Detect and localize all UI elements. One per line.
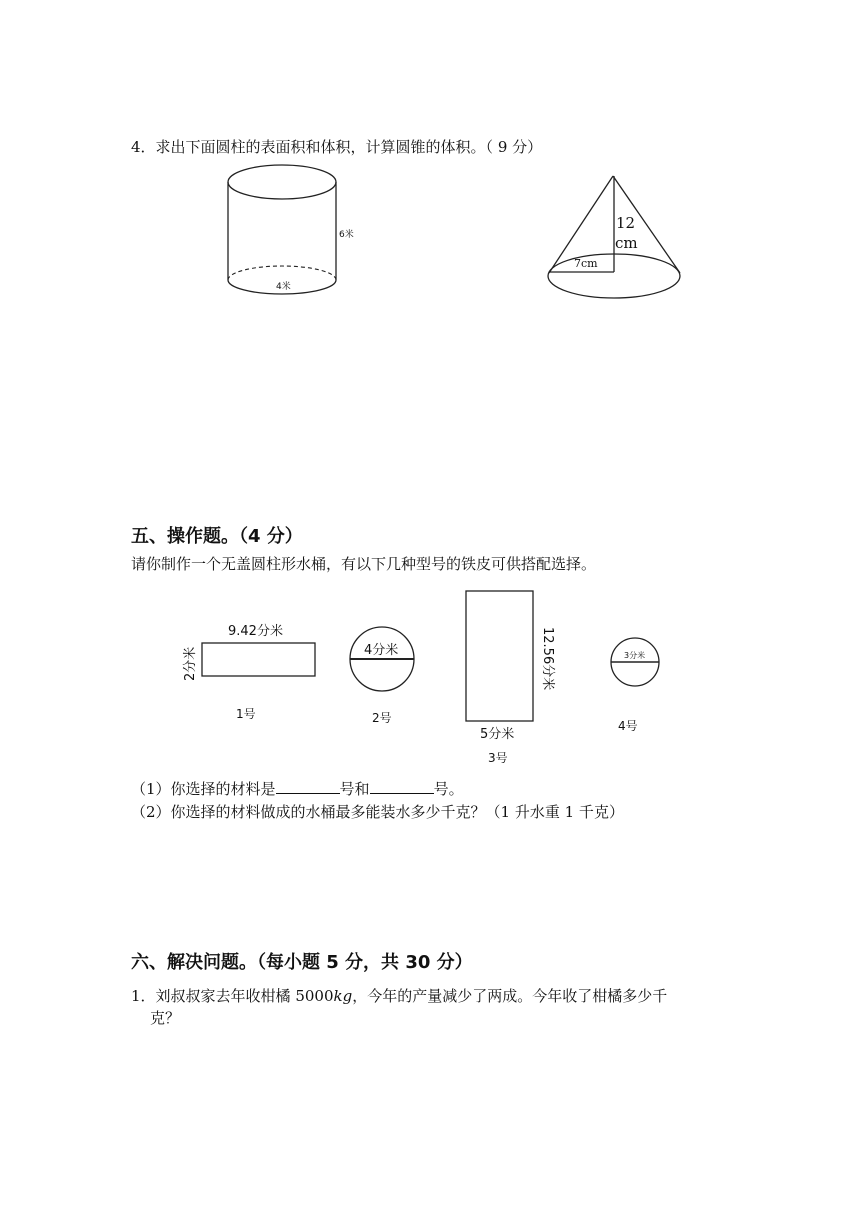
q1-part-3: 号。: [433, 780, 464, 798]
answer-blank-1[interactable]: [276, 779, 340, 794]
section-6-question-1-line-1: [131, 986, 667, 1006]
cone-radius-label: 7cm: [574, 257, 598, 270]
piece-1-number: 1号: [236, 707, 256, 721]
q1-part-2: 号和: [339, 780, 370, 798]
cylinder-diameter-label: 4米: [276, 282, 291, 292]
materials-figure: [170, 585, 700, 770]
section-5-question-2: （2）你选择的材料做成的水桶最多能装水多少千克？（1 升水重 1 千克）: [131, 803, 624, 821]
q1-text-pre: 1．刘叔叔家去年收柑橘 5000: [131, 987, 334, 1005]
section-6-question-1-line-2: 克？: [150, 1009, 181, 1027]
piece-1-top-label: 9.42分米: [228, 624, 283, 639]
cylinder-top-ellipse: [228, 165, 336, 199]
cone-figure: [540, 168, 690, 303]
piece-3-rectangle: [466, 591, 533, 721]
cone-height-label-line2: cm: [615, 234, 638, 252]
piece-2-number: 2号: [372, 711, 392, 725]
cone-height-label-line1: 12: [616, 214, 636, 232]
cylinder-bottom-back-arc: [228, 266, 336, 280]
piece-1-rectangle: [202, 643, 315, 676]
q1-part-1: （1）你选择的材料是: [131, 780, 276, 798]
answer-blank-2[interactable]: [370, 779, 434, 794]
question-4-text: 4．求出下面圆柱的表面积和体积，计算圆锥的体积。（ 9 分）: [131, 138, 543, 156]
piece-4-diameter-label: 3分米: [624, 651, 646, 660]
section-5-intro: 请你制作一个无盖圆柱形水桶，有以下几种型号的铁皮可供搭配选择。: [131, 555, 597, 573]
piece-2-diameter-label: 4分米: [364, 643, 399, 658]
q1-text-post: ，今年的产量减少了两成。今年收了柑橘多少千: [352, 987, 668, 1005]
piece-3-side-label: 12.56分米: [540, 627, 555, 691]
section-5-question-1: [131, 779, 464, 799]
section-6-heading: 六、解决问题。（每小题 5 分，共 30 分）: [131, 952, 473, 973]
q1-unit: kg: [333, 987, 353, 1005]
piece-1-side-label: 2分米: [183, 646, 198, 681]
section-5-heading: 五、操作题。（4 分）: [131, 526, 303, 547]
piece-3-bottom-label: 5分米: [480, 727, 515, 742]
piece-4-number: 4号: [618, 719, 638, 733]
cylinder-height-label: 6米: [339, 230, 354, 240]
piece-3-number: 3号: [488, 751, 508, 765]
cylinder-figure: [220, 160, 360, 300]
